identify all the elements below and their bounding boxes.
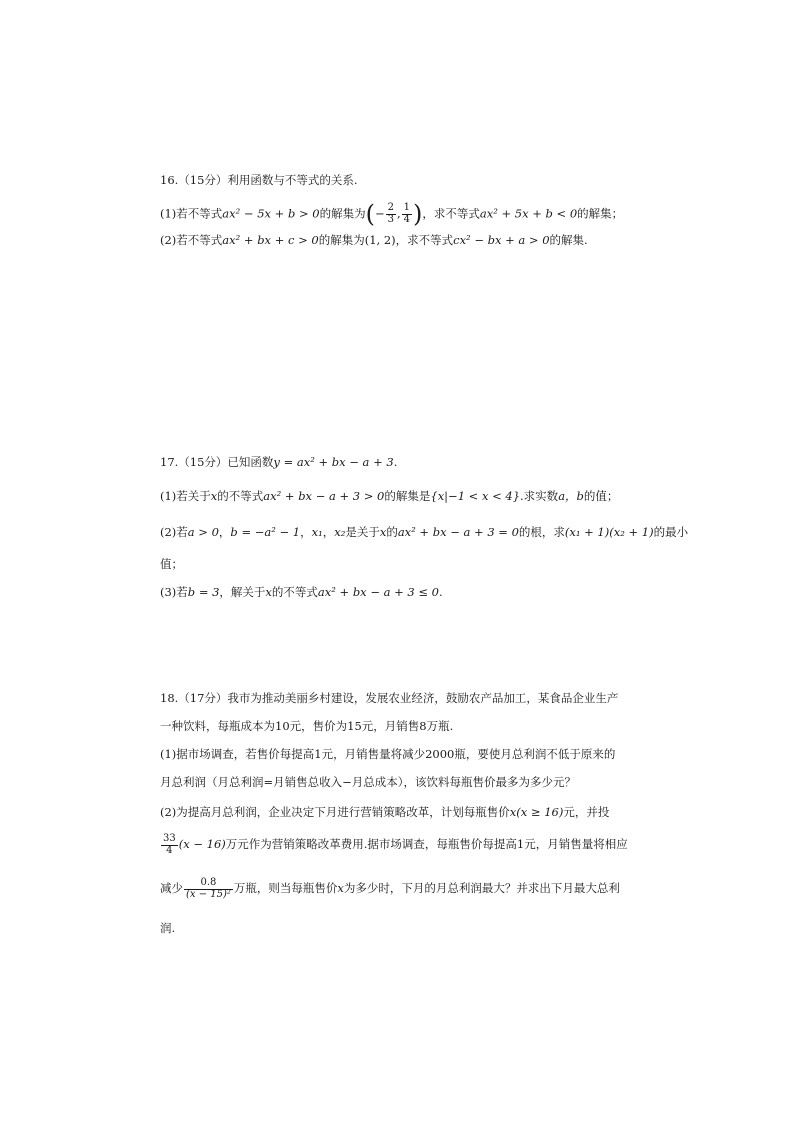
q17-p1-text-d: .求实数 [520,489,559,503]
q17-p1-text-b: 的不等式 [217,489,264,503]
q17-p2-equation: ax² + bx − a + 3 = 0 [397,525,519,539]
q16-p1-inequality-1: ax² − 5x + b > 0 [222,206,320,221]
q18-line-3 [160,748,615,762]
q18-text-1: 18.（17分）我市为推动美丽乡村建设，发展农业经济，鼓励农产品加工，某食品企业生产 [160,691,619,705]
q16-p1-inequality-2: ax² + 5x + b < 0 [479,206,578,221]
q17-p2-text-c: 的 [386,525,398,539]
q16-p2-text-a: (2)若不等式 [160,233,223,247]
q17-p1-vars-ab: a，b [558,489,584,503]
separator: ， [218,525,231,539]
q17-title [160,456,397,470]
q17-part3 [160,586,443,600]
q18-text-5b: 元，并投 [563,805,610,819]
q17-p2-var-x1: x₁ [311,525,323,539]
q16-title [160,174,358,188]
q18-text-3: (1)据市场调查，若售价每提高1元，月销售量将减少2000瓶，要使月总利润不低于原来的 [160,747,616,761]
q17-p3-text-b: ，解关于 [219,585,266,599]
q16-p1-text-c: ，求不等式 [422,206,480,221]
q16-p1-text-a: (1)若不等式 [160,206,223,221]
q17-p2-text-f: 值； [160,557,183,571]
q16-p1-text-b: 的解集为 [319,206,366,221]
q18-var-x: x [337,881,344,895]
q18-line-5 [160,806,609,820]
q17-p2-text-a: (2)若 [160,525,188,539]
q17-p1-text-e: 的值； [583,489,619,503]
q17-function: y = ax² + bx − a + 3 [273,455,394,469]
q18-fraction-33-4 [161,834,178,856]
q16-p1-text-d: 的解集； [577,206,624,221]
q18-text-7b: 万瓶，则当每瓶售价 [233,881,338,895]
q17-title-text: 17.（15分）已知函数 [160,455,274,469]
q18-line-7 [160,878,620,900]
q17-p3-text-a: (3)若 [160,585,188,599]
q16-p2-interval: (1, 2) [364,233,396,247]
q16-p2-inequality-2: cx² − bx + a > 0 [453,233,550,247]
q17-p1-solution-set: {x|−1 < x < 4} [430,489,521,503]
q17-p1-var-x: x [210,489,218,503]
q17-p2-text-d: 的根，求 [518,525,565,539]
q17-p2-text-b: 是关于 [345,525,380,539]
q16-part1 [160,200,623,229]
separator: ， [322,525,335,539]
q16-p1-fraction-1 [386,203,396,225]
q17-p2-var-x2: x₂ [334,525,346,539]
q16-p1-comma: , [396,206,401,221]
fraction-denominator: 4 [403,213,410,225]
separator: ， [300,525,312,539]
q16-p1-fraction-2 [402,203,412,225]
open-paren: ( [365,200,375,228]
q17-part1 [160,490,618,504]
q17-p1-text-a: (1)若关于 [160,489,211,503]
q18-line-6 [160,834,628,856]
fraction-numerator: 2 [387,202,394,214]
q17-p1-text-c: 的解集是 [384,489,431,503]
q18-line-8 [160,922,175,936]
q18-text-5a: (2)为提高月总利润，企业决定下月进行营销策略改革，计划每瓶售价 [160,805,510,819]
q18-cost-expression: (x − 16) [178,837,226,851]
q18-fraction-decrease [184,878,233,900]
q18-text-7a: 减少 [160,881,183,895]
q17-p2-condition-1: a > 0 [187,525,219,539]
q17-p2-text-e: 的最小 [653,525,689,539]
q18-text-6: 万元作为营销策略改革费用.据市场调查，每瓶售价每提高1元，月销售量将相应 [225,837,628,851]
q16-p2-text-b: 的解集为 [318,233,365,247]
q17-p1-inequality: ax² + bx − a + 3 > 0 [263,489,385,503]
q17-p2-condition-2: b = −a² − 1 [230,525,301,539]
q17-p3-inequality: ax² + bx − a + 3 ≤ 0 [317,585,439,599]
q18-text-2: 一种饮料，每瓶成本为10元，售价为15元，月销售8万瓶. [160,719,454,733]
q17-title-period: . [393,455,398,469]
fraction-numerator: 0.8 [184,878,233,890]
q16-title-text: 16.（15分）利用函数与不等式的关系. [160,173,358,187]
q18-price-expression: x(x ≥ 16) [509,805,564,819]
fraction-numerator: 1 [403,202,410,214]
q17-p3-var-x: x [265,585,272,599]
q16-p2-text-c: ，求不等式 [395,233,454,247]
q18-line-1 [160,692,618,706]
q18-text-7c: 为多少时，下月的月总利润最大？并求出下月最大总利 [343,881,620,895]
fraction-numerator: 33 [163,833,176,844]
fraction-denominator: (x − 15)² [186,888,231,900]
q16-p1-minus: − [374,206,385,221]
q17-part2 [160,526,688,540]
q17-p2-expression: (x₁ + 1)(x₂ + 1) [564,525,654,539]
q16-p2-text-d: 的解集. [549,233,588,247]
q17-p3-text-d: . [439,585,443,599]
q17-p3-text-c: 的不等式 [271,585,318,599]
q17-p3-condition: b = 3 [187,585,220,599]
close-paren: ) [413,200,423,228]
q18-line-4 [160,776,576,790]
q16-part2 [160,234,588,248]
q17-p2-var-x: x [379,525,387,539]
q18-text-8: 润. [160,921,176,935]
q16-p2-inequality-1: ax² + bx + c > 0 [222,233,319,247]
q18-text-4: 月总利润（月总利润=月销售总收入−月总成本），该饮料每瓶售价最多为多少元？ [160,775,577,789]
q17-part2-cont [160,558,183,572]
q18-line-2 [160,720,453,734]
fraction-denominator: 4 [166,844,173,856]
fraction-denominator: 3 [387,213,394,225]
